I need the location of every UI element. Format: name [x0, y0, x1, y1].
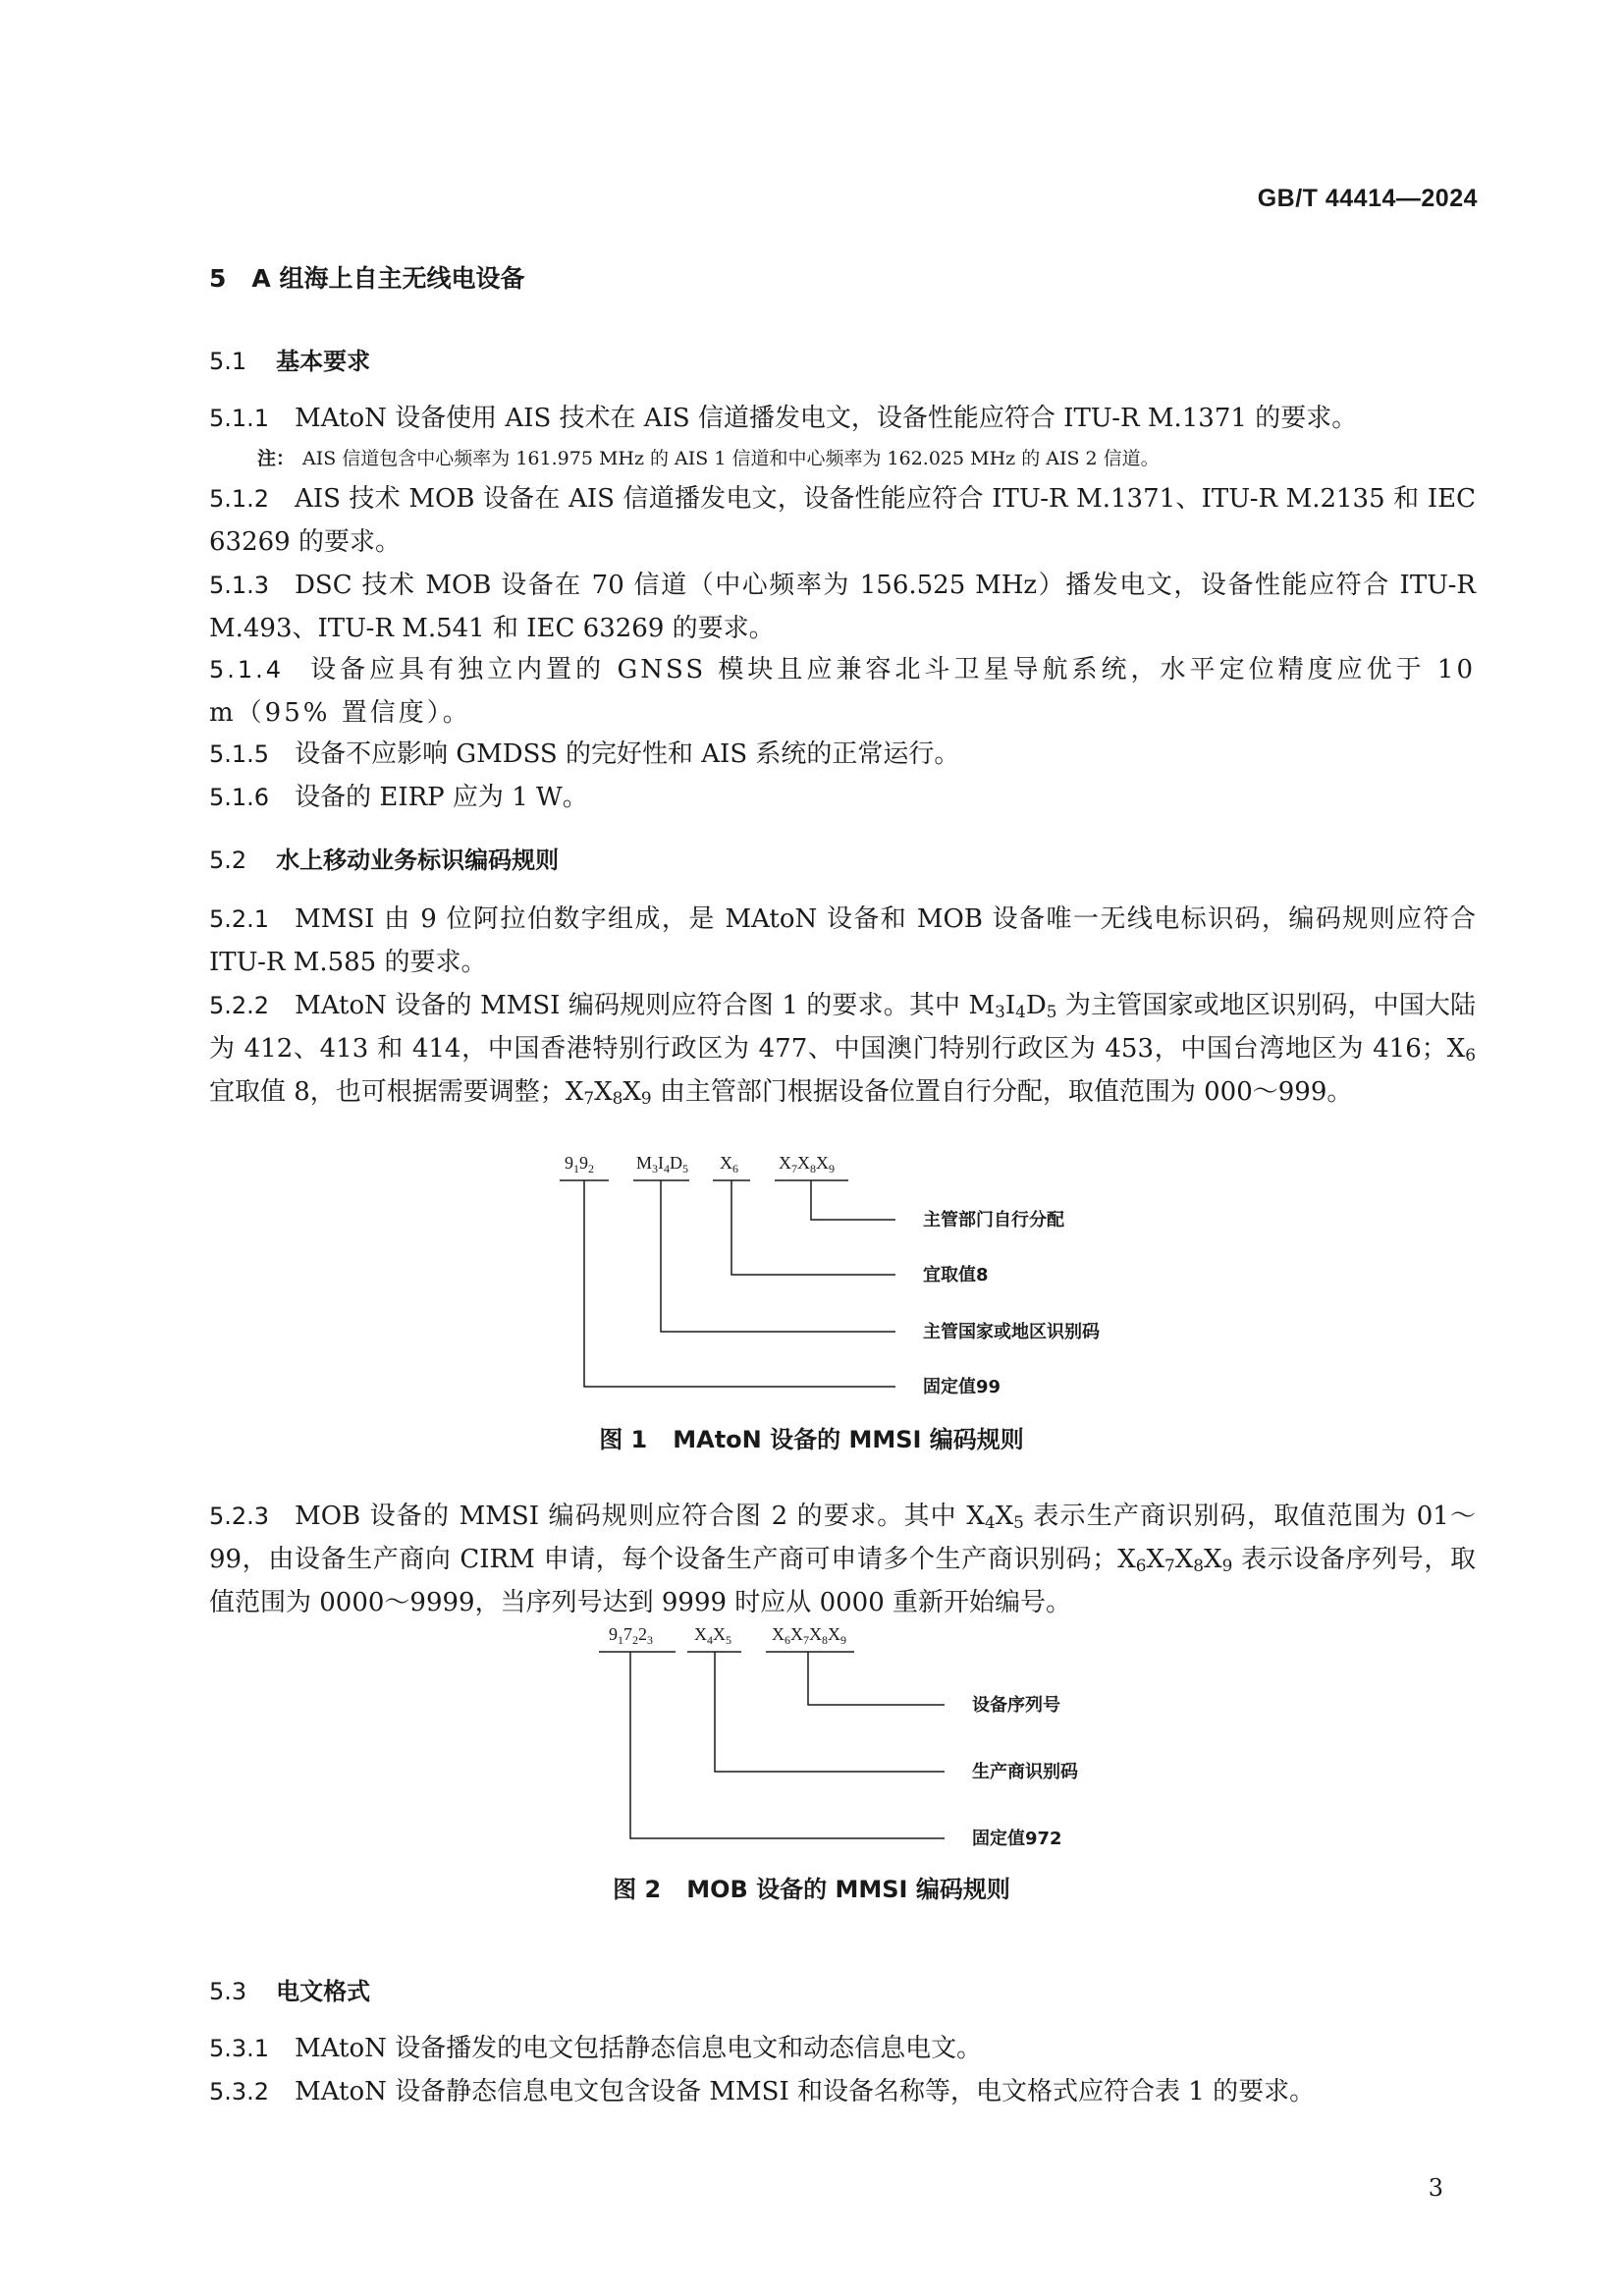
clause-5-1-4 — [209, 648, 1476, 735]
clause-5-3-1 — [209, 2027, 1476, 2070]
clause-5-1-5 — [209, 733, 1476, 776]
fig1-code-x7x8x9: $X_7X_8X_9$ — [779, 1153, 835, 1175]
figure-2-diagram — [579, 1611, 1129, 1856]
clause-text: MAtoN 设备的 MMSI 编码规则应符合图 1 的要求。其中 $M_3I_4D_5$ 为主管国家或地区识别码，中国大陆为 412、413 和 414，中国香港特别行政区为 477、中国澳门特别行政区为 453，中国台湾地区为 416；$X_6$ 宜取值 8，也可根据需要调整；$X_7X_8X_9$ 由主管部门根据设备位置自行分配，取值范围为 000～999。 — [209, 991, 1477, 1109]
note-ais-channels — [257, 444, 1160, 473]
figure-number: 图 2 — [613, 1876, 662, 1903]
clause-number: 5.3.2 — [209, 2078, 270, 2105]
clause-number: 5.1.4 — [209, 656, 285, 683]
note-text: AIS 信道包含中心频率为 161.975 MHz 的 AIS 1 信道和中心频率为 162.025 MHz 的 AIS 2 信道。 — [302, 448, 1160, 469]
section-number: 5.2 — [209, 847, 247, 874]
section-number: 5 — [209, 264, 227, 293]
fig2-label-2: 生产商识别码 — [972, 1762, 1078, 1782]
page-number: 3 — [1428, 2174, 1443, 2202]
fig1-label-2: 宜取值8 — [923, 1265, 989, 1285]
clause-text: MMSI 由 9 位阿拉伯数字组成，是 MAtoN 设备和 MOB 设备唯一无线电标识码，编码规则应符合 ITU-R M.585 的要求。 — [209, 904, 1476, 977]
figure-title: MAtoN 设备的 MMSI 编码规则 — [673, 1426, 1024, 1453]
fig1-label-3: 主管国家或地区识别码 — [923, 1322, 1100, 1342]
fig2-connector-lines — [599, 1652, 945, 1838]
clause-number: 5.1.2 — [209, 485, 270, 513]
clause-text: AIS 技术 MOB 设备在 AIS 信道播发电文，设备性能应符合 ITU-R M.1371、ITU-R M.2135 和 IEC 63269 的要求。 — [209, 484, 1476, 557]
fig1-label-1: 主管部门自行分配 — [923, 1210, 1064, 1230]
section-number: 5.3 — [209, 1978, 247, 2005]
clause-text: MAtoN 设备使用 AIS 技术在 AIS 信道播发电文，设备性能应符合 ITU-R M.1371 的要求。 — [295, 404, 1358, 433]
clause-text: 设备的 EIRP 应为 1 W。 — [295, 783, 588, 812]
clause-number: 5.1.6 — [209, 784, 270, 811]
fig2-code-972: $9_17_22_3$ — [609, 1624, 653, 1647]
fig2-label-1: 设备序列号 — [972, 1695, 1060, 1716]
clause-text: 设备不应影响 GMDSS 的完好性和 AIS 系统的正常运行。 — [295, 739, 960, 769]
clause-5-1-6 — [209, 776, 1476, 819]
clause-5-1-3 — [209, 564, 1476, 650]
figure-1-diagram — [530, 1139, 1159, 1404]
section-5-2-heading — [209, 841, 559, 875]
clause-text: MAtoN 设备静态信息电文包含设备 MMSI 和设备名称等，电文格式应符合表 1 的要求。 — [295, 2077, 1316, 2106]
section-title: 电文格式 — [276, 1978, 371, 2005]
fig1-code-99: $9_19_2$ — [565, 1153, 594, 1175]
clause-text: MOB 设备的 MMSI 编码规则应符合图 2 的要求。其中 $X_4X_5$ 表示生产商识别码，取值范围为 01～99，由设备生产商向 CIRM 申请，每个设备生产商可申请多个生产商识别码；$X_6X_7X_8X_9$ 表示设备序列号，取值范围为 0000～9999，当序列号达到 9999 时应从 0000 重新开始编号。 — [209, 1502, 1476, 1617]
figure-number: 图 1 — [599, 1426, 648, 1453]
fig2-label-3: 固定值972 — [972, 1829, 1062, 1849]
fig2-code-x6x7x8x9: $X_6X_7X_8X_9$ — [772, 1624, 846, 1647]
clause-text: MAtoN 设备播发的电文包括静态信息电文和动态信息电文。 — [295, 2034, 983, 2063]
section-5-3-heading — [209, 1972, 370, 2006]
clause-number: 5.1.5 — [209, 740, 270, 768]
clause-number: 5.2.2 — [209, 992, 270, 1019]
fig1-code-x6: $X_6$ — [720, 1153, 738, 1175]
fig1-code-mid: $M_3I_4D_5$ — [636, 1153, 689, 1175]
clause-number: 5.1.1 — [209, 405, 270, 432]
note-label: 注： — [257, 448, 296, 469]
section-5-heading — [209, 259, 524, 295]
standard-number: GB/T 44414—2024 — [1257, 185, 1478, 212]
clause-number: 5.2.3 — [209, 1503, 270, 1530]
clause-text: DSC 技术 MOB 设备在 70 信道（中心频率为 156.525 MHz）播发电文，设备性能应符合 ITU-R M.493、ITU-R M.541 和 IEC 63269 的要求。 — [209, 571, 1476, 643]
clause-5-2-3 — [209, 1495, 1476, 1624]
figure-2-caption — [0, 1870, 1623, 1904]
fig1-connector-lines — [560, 1180, 895, 1387]
section-title: 水上移动业务标识编码规则 — [276, 847, 560, 874]
clause-number: 5.2.1 — [209, 905, 270, 933]
section-title: A 组海上自主无线电设备 — [251, 264, 525, 293]
fig2-code-x4x5: $X_4X_5$ — [694, 1624, 731, 1647]
section-number: 5.1 — [209, 348, 247, 375]
section-title: 基本要求 — [276, 348, 371, 375]
clause-number: 5.1.3 — [209, 572, 270, 599]
clause-text: 设备应具有独立内置的 GNSS 模块且应兼容北斗卫星导航系统，水平定位精度应优于 10 m（95% 置信度）。 — [209, 655, 1476, 728]
section-5-1-heading — [209, 342, 370, 376]
clause-5-3-2 — [209, 2070, 1476, 2113]
clause-5-2-2 — [209, 984, 1476, 1114]
fig1-label-4: 固定值99 — [923, 1377, 1001, 1397]
clause-5-2-1 — [209, 898, 1476, 984]
figure-title: MOB 设备的 MMSI 编码规则 — [686, 1876, 1010, 1903]
clause-number: 5.3.1 — [209, 2035, 270, 2062]
clause-5-1-2 — [209, 477, 1476, 564]
figure-1-caption — [0, 1420, 1623, 1454]
clause-5-1-1 — [209, 397, 1476, 440]
